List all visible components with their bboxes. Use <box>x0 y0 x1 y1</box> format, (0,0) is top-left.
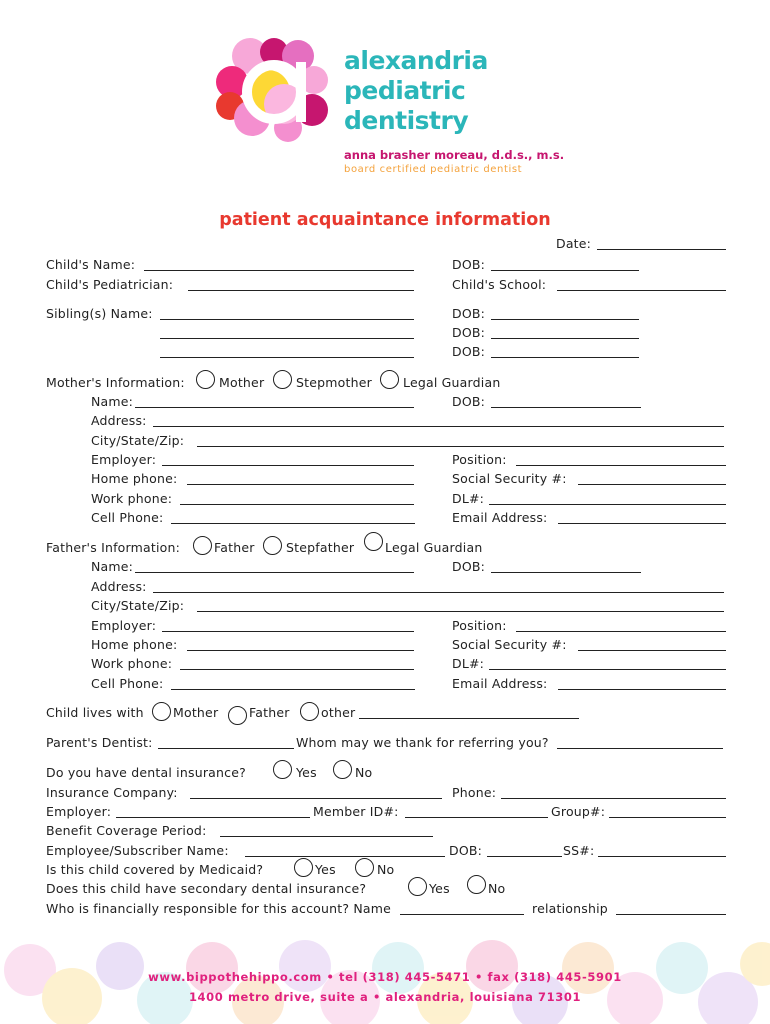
mother-legal-guardian-radio[interactable] <box>380 370 399 389</box>
father-employer-field[interactable] <box>162 631 414 632</box>
childs-pediatrician-label: Child's Pediatrician: <box>46 277 174 292</box>
father-work-phone-label: Work phone: <box>91 656 173 671</box>
mother-address-label: Address: <box>91 413 147 428</box>
father-home-phone-label: Home phone: <box>91 637 178 652</box>
date-label: Date: <box>556 236 592 251</box>
brand-line-1: alexandria <box>344 46 488 75</box>
father-legal-guardian-radio[interactable] <box>364 532 383 551</box>
father-cell-phone-label: Cell Phone: <box>91 676 164 691</box>
brand-line-3: dentistry <box>344 106 469 135</box>
mother-home-phone-label: Home phone: <box>91 471 178 486</box>
doctor-credential: board certified pediatric dentist <box>344 164 523 175</box>
mother-address-field[interactable] <box>153 426 724 427</box>
mother-dob-field[interactable] <box>491 407 641 408</box>
medicaid-yes-radio[interactable] <box>294 858 313 877</box>
subscriber-dob-label: DOB: <box>449 843 483 858</box>
mother-name-label: Name: <box>91 394 134 409</box>
mother-name-field[interactable] <box>135 407 414 408</box>
siblings-label: Sibling(s) Name: <box>46 306 153 321</box>
date-field[interactable] <box>597 249 726 250</box>
mother-position-field[interactable] <box>516 465 726 466</box>
referral-label: Whom may we thank for referring you? <box>296 735 549 750</box>
insurance-question: Do you have dental insurance? <box>46 765 246 780</box>
brand-line-2: pediatric <box>344 76 466 105</box>
father-city-field[interactable] <box>197 611 724 612</box>
lives-with-other-field[interactable] <box>359 718 579 719</box>
secondary-yes-radio[interactable] <box>408 877 427 896</box>
group-label: Group#: <box>551 804 606 819</box>
mother-dl-field[interactable] <box>489 504 726 505</box>
father-work-phone-field[interactable] <box>180 669 414 670</box>
insurance-company-label: Insurance Company: <box>46 785 178 800</box>
father-dob-field[interactable] <box>491 572 641 573</box>
secondary-no-label: No <box>488 881 506 896</box>
sibling-dob-label-1: DOB: <box>452 306 486 321</box>
lives-with-father-label: Father <box>249 705 290 720</box>
sibling-name-field-1[interactable] <box>160 319 414 320</box>
insurance-company-field[interactable] <box>190 798 442 799</box>
benefit-period-field[interactable] <box>220 836 433 837</box>
mother-radio[interactable] <box>196 370 215 389</box>
father-option-label: Father <box>214 540 255 555</box>
member-id-label: Member ID#: <box>313 804 399 819</box>
mother-work-phone-label: Work phone: <box>91 491 173 506</box>
mother-email-label: Email Address: <box>452 510 548 525</box>
secondary-insurance-question: Does this child have secondary dental insurance? <box>46 881 367 896</box>
sibling-name-field-3[interactable] <box>160 357 414 358</box>
father-dob-label: DOB: <box>452 559 486 574</box>
childs-name-field[interactable] <box>144 270 414 271</box>
doctor-name: anna brasher moreau, d.d.s., m.s. <box>344 148 565 162</box>
childs-school-label: Child's School: <box>452 277 547 292</box>
benefit-period-label: Benefit Coverage Period: <box>46 823 207 838</box>
medicaid-no-label: No <box>377 862 395 877</box>
father-name-field[interactable] <box>135 572 414 573</box>
relationship-label: relationship <box>532 901 608 916</box>
mother-dob-label: DOB: <box>452 394 486 409</box>
lives-with-father-radio[interactable] <box>228 706 247 725</box>
stepfather-radio[interactable] <box>263 536 282 555</box>
childs-pediatrician-field[interactable] <box>188 290 414 291</box>
logo-mark <box>212 34 334 144</box>
financially-responsible-field[interactable] <box>400 914 524 915</box>
father-address-field[interactable] <box>153 592 724 593</box>
father-email-field[interactable] <box>558 689 726 690</box>
subscriber-ss-label: SS#: <box>563 843 595 858</box>
sibling-dob-field-3[interactable] <box>491 357 639 358</box>
stepfather-option-label: Stepfather <box>286 540 355 555</box>
stepmother-radio[interactable] <box>273 370 292 389</box>
mother-option-label: Mother <box>219 375 265 390</box>
footer-address: 1400 metro drive, suite a • alexandria, louisiana 71301 <box>188 990 582 1004</box>
mother-dl-label: DL#: <box>452 491 485 506</box>
father-name-label: Name: <box>91 559 134 574</box>
member-id-field[interactable] <box>405 817 548 818</box>
mother-cell-phone-field[interactable] <box>171 523 415 524</box>
stepmother-option-label: Stepmother <box>296 375 372 390</box>
subscriber-name-field[interactable] <box>245 856 445 857</box>
mother-section-label: Mother's Information: <box>46 375 185 390</box>
father-dl-field[interactable] <box>489 669 726 670</box>
medicaid-no-radio[interactable] <box>355 858 374 877</box>
referral-field[interactable] <box>557 748 723 749</box>
parents-dentist-label: Parent's Dentist: <box>46 735 153 750</box>
mother-legal-guardian-label: Legal Guardian <box>403 375 501 390</box>
lives-with-other-radio[interactable] <box>300 702 319 721</box>
insurance-employer-label: Employer: <box>46 804 112 819</box>
footer-contact: www.bippothehippo.com • tel (318) 445-5471 • fax (318) 445-5901 <box>148 970 622 984</box>
mother-city-field[interactable] <box>197 446 724 447</box>
insurance-employer-field[interactable] <box>116 817 310 818</box>
father-home-phone-field[interactable] <box>187 650 414 651</box>
childs-name-label: Child's Name: <box>46 257 136 272</box>
father-position-label: Position: <box>452 618 507 633</box>
subscriber-ss-field[interactable] <box>598 856 726 857</box>
form-title: patient acquaintance information <box>219 210 551 230</box>
mother-work-phone-field[interactable] <box>180 504 414 505</box>
mother-position-label: Position: <box>452 452 507 467</box>
mother-employer-field[interactable] <box>162 465 414 466</box>
insurance-phone-label: Phone: <box>452 785 497 800</box>
lives-with-other-label: other <box>321 705 356 720</box>
subscriber-dob-field[interactable] <box>487 856 562 857</box>
medicaid-yes-label: Yes <box>315 862 336 877</box>
insurance-no-label: No <box>355 765 373 780</box>
father-dl-label: DL#: <box>452 656 485 671</box>
sibling-name-field-2[interactable] <box>160 338 414 339</box>
mother-cell-phone-label: Cell Phone: <box>91 510 164 525</box>
father-email-label: Email Address: <box>452 676 548 691</box>
mother-email-field[interactable] <box>558 523 726 524</box>
lives-with-mother-label: Mother <box>173 705 219 720</box>
brand-name <box>344 46 488 136</box>
secondary-yes-label: Yes <box>429 881 450 896</box>
father-ssn-label: Social Security #: <box>452 637 567 652</box>
insurance-phone-field[interactable] <box>501 798 726 799</box>
father-radio[interactable] <box>193 536 212 555</box>
mother-home-phone-field[interactable] <box>187 484 414 485</box>
sibling-dob-label-3: DOB: <box>452 344 486 359</box>
father-position-field[interactable] <box>516 631 726 632</box>
sibling-dob-label-2: DOB: <box>452 325 486 340</box>
sibling-dob-field-1[interactable] <box>491 319 639 320</box>
secondary-no-radio[interactable] <box>467 875 486 894</box>
child-lives-with-label: Child lives with <box>46 705 144 720</box>
sibling-dob-field-2[interactable] <box>491 338 639 339</box>
child-dob-label: DOB: <box>452 257 486 272</box>
father-address-label: Address: <box>91 579 147 594</box>
father-employer-label: Employer: <box>91 618 157 633</box>
mother-city-label: City/State/Zip: <box>91 433 185 448</box>
lives-with-mother-radio[interactable] <box>152 702 171 721</box>
parents-dentist-field[interactable] <box>158 748 294 749</box>
childs-school-field[interactable] <box>557 290 726 291</box>
father-cell-phone-field[interactable] <box>171 689 415 690</box>
father-section-label: Father's Information: <box>46 540 181 555</box>
subscriber-name-label: Employee/Subscriber Name: <box>46 843 229 858</box>
insurance-yes-label: Yes <box>296 765 317 780</box>
group-field[interactable] <box>609 817 726 818</box>
mother-ssn-label: Social Security #: <box>452 471 567 486</box>
father-legal-guardian-label: Legal Guardian <box>385 540 483 555</box>
insurance-yes-radio[interactable] <box>273 760 292 779</box>
mother-ssn-field[interactable] <box>578 484 726 485</box>
child-dob-field[interactable] <box>491 270 639 271</box>
father-ssn-field[interactable] <box>578 650 726 651</box>
mother-employer-label: Employer: <box>91 452 157 467</box>
relationship-field[interactable] <box>616 914 726 915</box>
medicaid-question: Is this child covered by Medicaid? <box>46 862 264 877</box>
father-city-label: City/State/Zip: <box>91 598 185 613</box>
financially-responsible-label: Who is financially responsible for this account? Name <box>46 901 392 916</box>
insurance-no-radio[interactable] <box>333 760 352 779</box>
